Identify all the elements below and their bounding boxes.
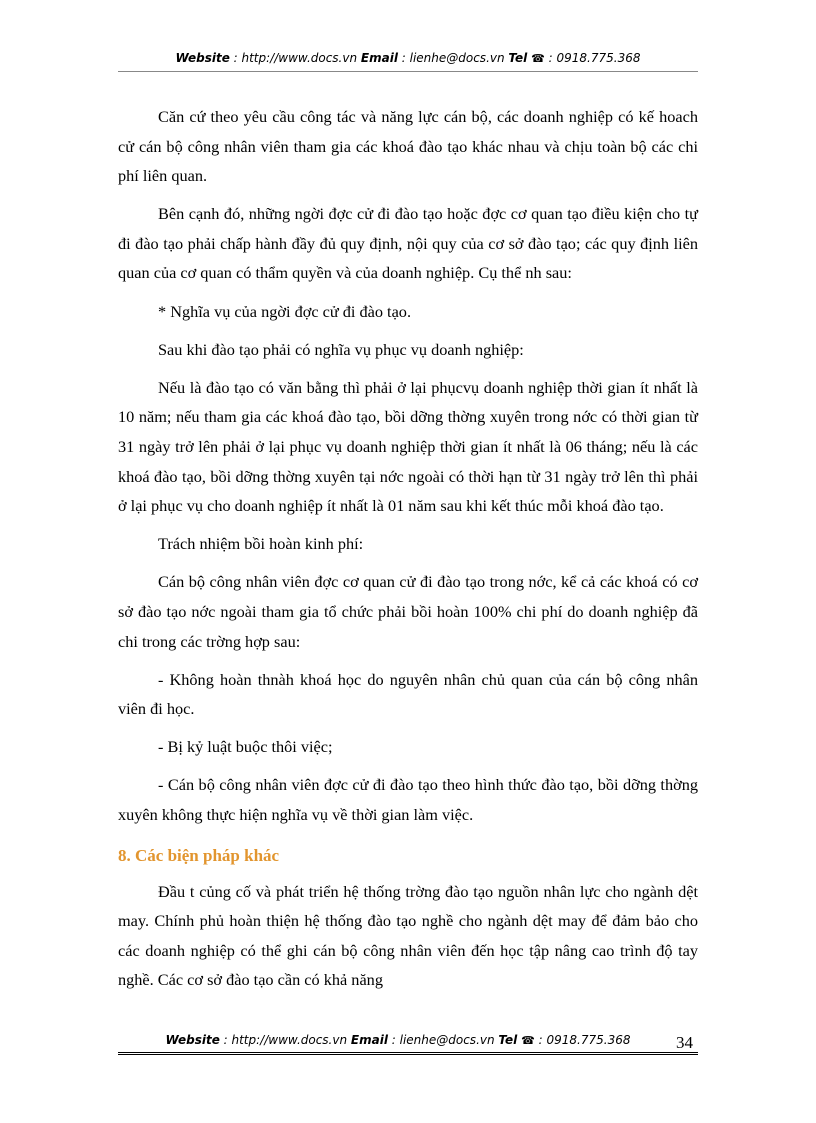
header-website-value: : http://www.docs.vn [229,51,361,65]
paragraph: Trách nhiệm bồi hoàn kinh phí: [158,534,364,554]
footer-phone-icon: ☎ [521,1034,535,1047]
header-tel-label: Tel [508,51,528,65]
paragraphs-before [118,102,698,830]
paragraph: - Bị kỷ luật buộc thôi việc; [158,737,333,757]
phone-icon: ☎ [531,52,545,65]
footer-email-label: Email [350,1033,388,1047]
paragraph: - Không hoàn thnàh khoá học do nguyên nhân chủ quan của cán bộ công nhân viên đi học. [118,669,698,719]
footer-tel-value: : 0918.775.368 [534,1033,631,1047]
footer-divider [118,1052,698,1053]
footer-website-value: : http://www.docs.vn [219,1033,351,1047]
header-tel-value: : 0918.775.368 [544,51,641,65]
header-email-label: Email [360,51,398,65]
page-footer [118,1033,678,1047]
paragraph: Cán bộ công nhân viên đợc cơ quan cử đi đào tạo trong nớc, kể cả các khoá có cơ sở đào tạo nớc ngoài tham gia tổ chức phải bồi hoàn 100% chi phí do doanh nghiệp đã chi trong các trờng hợp sau: [118,572,698,651]
page-number: 34 [676,1033,693,1052]
paragraphs-after [118,877,698,995]
paragraph: Nếu là đào tạo có văn bằng thì phải ở lại phụcvụ doanh nghiệp thời gian ít nhất là 10 năm; nếu tham gia các khoá đào tạo, bồi dỡng thờng xuyên trong nớc có thời gian từ 31 ngày trở lên phải ở lại phục vụ doanh nghiệp thời gian ít nhất là 06 tháng; nếu là các khoá đào tạo, bồi dỡng thờng xuyên tại nớc ngoài có thời hạn từ 31 ngày trở lên thì phải ở lại phục vụ cho doanh nghiệp ít nhất là 01 năm sau khi kết thúc mỗi khoá đào tạo. [118,377,698,516]
footer-website-label: Website [165,1033,220,1047]
header-email-value: : lienhe@docs.vn [397,51,509,65]
footer-email-value: : lienhe@docs.vn [387,1033,499,1047]
footer-tel-label: Tel [498,1033,518,1047]
paragraph: Căn cứ theo yêu cầu công tác và năng lực cán bộ, các doanh nghiệp có kế hoach cử cán bộ công nhân viên tham gia các khoá đào tạo khác nhau và chịu toàn bộ các chi phí liên quan. [118,107,698,186]
paragraph: Đầu t củng cố và phát triển hệ thống trờng đào tạo nguồn nhân lực cho ngành dệt may. Chính phủ hoàn thiện hệ thống đào tạo nghề cho ngành dệt may để đảm bảo cho các doanh nghiệp có thể ghi cán bộ công nhân viên đến học tập nâng cao trình độ tay nghề. Các cơ sở đào tạo cần có khả năng [118,881,698,990]
paragraph: - Cán bộ công nhân viên đợc cử đi đào tạo theo hình thức đào tạo, bồi dỡng thờng xuyên không thực hiện nghĩa vụ về thời gian làm việc. [118,775,698,824]
header-website-label: Website [175,51,230,65]
paragraph: Sau khi đào tạo phải có nghĩa vụ phục vụ doanh nghiệp: [158,339,524,359]
paragraph: * Nghĩa vụ của ngời đợc cử đi đào tạo. [158,301,412,321]
paragraph: Bên cạnh đó, những ngời đợc cử đi đào tạo hoặc đợc cơ quan tạo điều kiện cho tự đi đào tạo phải chấp hành đầy đủ quy định, nội quy của cơ sở đào tạo; các quy định liên quan của cơ quan có thẩm quyền và của doanh nghiệp. Cụ thể nh sau: [118,204,698,283]
body-text [118,102,698,1003]
header-divider [118,71,698,72]
footer-divider-2 [118,1054,698,1055]
page-header [118,51,698,65]
section-heading: 8. Các biện pháp khác [118,845,280,865]
